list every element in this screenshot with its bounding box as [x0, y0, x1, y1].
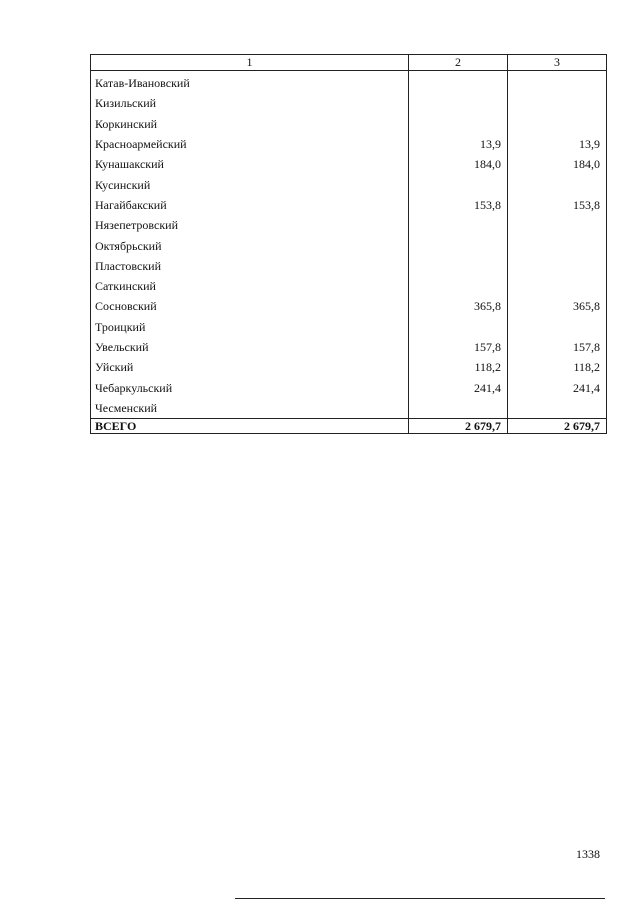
row-value-col3 — [508, 114, 607, 134]
row-value-col2 — [409, 114, 508, 134]
column-header-1: 1 — [91, 55, 409, 71]
table-row — [91, 195, 607, 215]
row-value-col3: 241,4 — [508, 377, 607, 397]
column-header-3: 3 — [508, 55, 607, 71]
row-value-col3 — [508, 215, 607, 235]
row-name: Нязепетровский — [91, 215, 409, 235]
row-value-col2: 157,8 — [409, 337, 508, 357]
row-value-col2 — [409, 174, 508, 194]
page-number: 1338 — [576, 847, 600, 861]
row-value-col2 — [409, 215, 508, 235]
row-value-col2 — [409, 235, 508, 255]
table-row — [91, 377, 607, 397]
row-name: Увельский — [91, 337, 409, 357]
row-value-col2: 241,4 — [409, 377, 508, 397]
bottom-divider — [235, 898, 605, 899]
row-value-col2: 153,8 — [409, 195, 508, 215]
row-value-col3: 153,8 — [508, 195, 607, 215]
table-row — [91, 93, 607, 113]
row-name: Нагайбакский — [91, 195, 409, 215]
table-row — [91, 276, 607, 296]
row-value-col2 — [409, 398, 508, 419]
row-value-col2: 184,0 — [409, 154, 508, 174]
table-row — [91, 256, 607, 276]
row-value-col3 — [508, 398, 607, 419]
total-label: ВСЕГО — [91, 419, 409, 434]
row-value-col3 — [508, 174, 607, 194]
row-name: Кусинский — [91, 174, 409, 194]
row-name: Красноармейский — [91, 134, 409, 154]
row-name: Кизильский — [91, 93, 409, 113]
row-value-col2: 365,8 — [409, 296, 508, 316]
table-row — [91, 235, 607, 255]
row-value-col3 — [508, 256, 607, 276]
row-name: Троицкий — [91, 317, 409, 337]
row-name: Саткинский — [91, 276, 409, 296]
row-value-col3 — [508, 317, 607, 337]
row-value-col3: 118,2 — [508, 357, 607, 377]
table-row — [91, 215, 607, 235]
table-row — [91, 398, 607, 419]
total-value-col2: 2 679,7 — [409, 419, 508, 434]
data-table — [90, 54, 607, 434]
row-name: Октябрьский — [91, 235, 409, 255]
table-row — [91, 174, 607, 194]
row-name: Пластовский — [91, 256, 409, 276]
row-name: Сосновский — [91, 296, 409, 316]
row-value-col2 — [409, 71, 508, 94]
table-row — [91, 296, 607, 316]
row-value-col3: 157,8 — [508, 337, 607, 357]
total-value-col3: 2 679,7 — [508, 419, 607, 434]
row-value-col2 — [409, 256, 508, 276]
row-value-col2 — [409, 93, 508, 113]
row-value-col3: 13,9 — [508, 134, 607, 154]
row-value-col3 — [508, 235, 607, 255]
row-value-col2: 118,2 — [409, 357, 508, 377]
row-name: Коркинский — [91, 114, 409, 134]
row-name: Чесменский — [91, 398, 409, 419]
total-row — [91, 419, 607, 434]
table-row — [91, 317, 607, 337]
row-value-col3: 184,0 — [508, 154, 607, 174]
table-row — [91, 154, 607, 174]
row-value-col2 — [409, 276, 508, 296]
row-value-col3 — [508, 93, 607, 113]
row-value-col2 — [409, 317, 508, 337]
row-value-col3: 365,8 — [508, 296, 607, 316]
row-name: Чебаркульский — [91, 377, 409, 397]
row-name: Катав-Ивановский — [91, 71, 409, 94]
row-value-col3 — [508, 276, 607, 296]
table-row — [91, 134, 607, 154]
column-header-2: 2 — [409, 55, 508, 71]
row-value-col3 — [508, 71, 607, 94]
table-row — [91, 71, 607, 94]
row-name: Уйский — [91, 357, 409, 377]
row-value-col2: 13,9 — [409, 134, 508, 154]
table-row — [91, 337, 607, 357]
table-row — [91, 357, 607, 377]
header-row — [91, 55, 607, 71]
table-row — [91, 114, 607, 134]
row-name: Кунашакский — [91, 154, 409, 174]
